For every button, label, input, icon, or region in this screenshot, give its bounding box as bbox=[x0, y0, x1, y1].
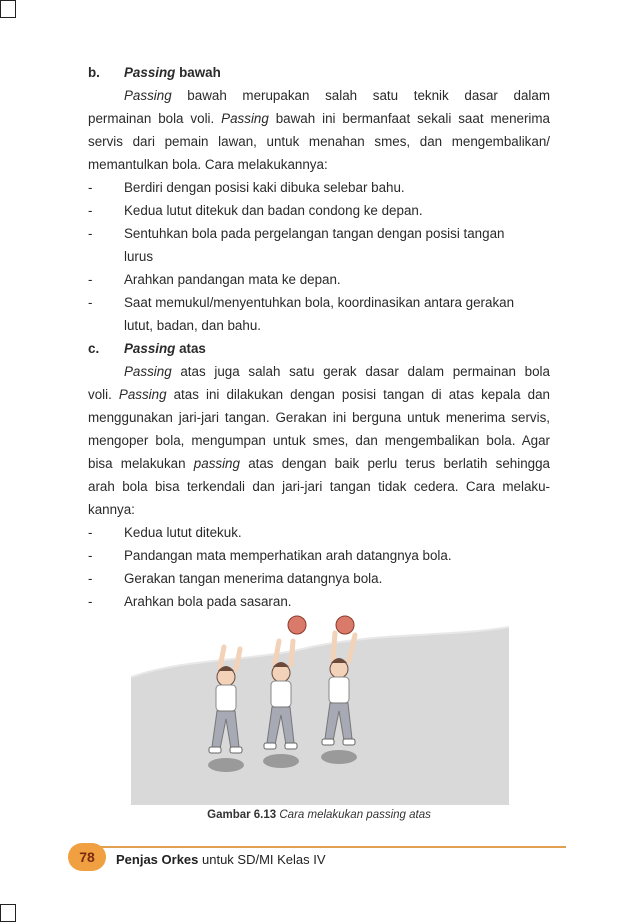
section-b-para-line: permainan bola voli. Passing bawah ini bermanfaat sekali saat menerima bbox=[88, 111, 550, 126]
section-c-para-line: voli. Passing atas ini dilakukan dengan posisi tangan di atas kepala dan bbox=[88, 387, 550, 402]
list-item: - Arahkan bola pada sasaran. bbox=[88, 594, 292, 609]
section-c-para-line: kannya: bbox=[88, 502, 135, 517]
figure-background bbox=[131, 627, 509, 805]
figure-caption: Gambar 6.13 Cara melakukan passing atas bbox=[207, 809, 431, 821]
crop-mark-top-left bbox=[0, 0, 16, 18]
page-number: 78 bbox=[68, 843, 106, 871]
list-item: - Gerakan tangan menerima datangnya bola. bbox=[88, 571, 383, 586]
section-c-heading: c. Passing atas bbox=[88, 341, 206, 356]
section-c-para-line: mengoper bola, mengumpan untuk smes, dan mengembalikan bola. Agar bbox=[88, 433, 550, 448]
list-item: - Arahkan pandangan mata ke depan. bbox=[88, 272, 341, 287]
section-b-para-line: Passing bawah merupakan salah satu teknik dasar dalam bbox=[124, 88, 550, 103]
section-c-para-line: menggunakan jari-jari tangan. Gerakan ini berguna untuk menerima servis, bbox=[88, 410, 550, 425]
crop-mark-bottom-left bbox=[0, 904, 16, 922]
list-item: - Kedua lutut ditekuk. bbox=[88, 525, 242, 540]
list-item-continuation: lutut, badan, dan bahu. bbox=[124, 318, 261, 333]
section-b-heading: b. Passing bawah bbox=[88, 65, 221, 80]
list-item: - Sentuhkan bola pada pergelangan tangan dengan posisi tangan bbox=[88, 226, 505, 241]
list-item: - Kedua lutut ditekuk dan badan condong ke depan. bbox=[88, 203, 423, 218]
list-item: - Berdiri dengan posisi kaki dibuka selebar bahu. bbox=[88, 180, 405, 195]
list-item-continuation: lurus bbox=[124, 249, 154, 264]
section-c-para-line: Passing atas juga salah satu gerak dasar dalam permainan bola bbox=[124, 364, 550, 379]
section-b-para-line: servis dari pemain lawan, untuk menahan smes, dan mengembalikan/ bbox=[88, 134, 550, 149]
section-c-para-line: bisa melakukan passing atas dengan baik perlu terus berlatih sehingga bbox=[88, 456, 550, 471]
section-b-para-line: memantulkan bola. Cara melakukannya: bbox=[88, 157, 328, 172]
passing-atas-illustration bbox=[131, 607, 509, 805]
footer-rule bbox=[98, 846, 566, 848]
list-item: - Saat memukul/menyentuhkan bola, koordinasikan antara gerakan bbox=[88, 295, 515, 310]
section-c-para-line: arah bola bisa terkendali dan jari-jari tangan tidak cedera. Cara melaku- bbox=[88, 479, 550, 494]
page-body bbox=[88, 61, 550, 613]
book-title: Penjas Orkes untuk SD/MI Kelas IV bbox=[116, 852, 326, 867]
list-item: - Pandangan mata memperhatikan arah datangnya bola. bbox=[88, 548, 452, 563]
